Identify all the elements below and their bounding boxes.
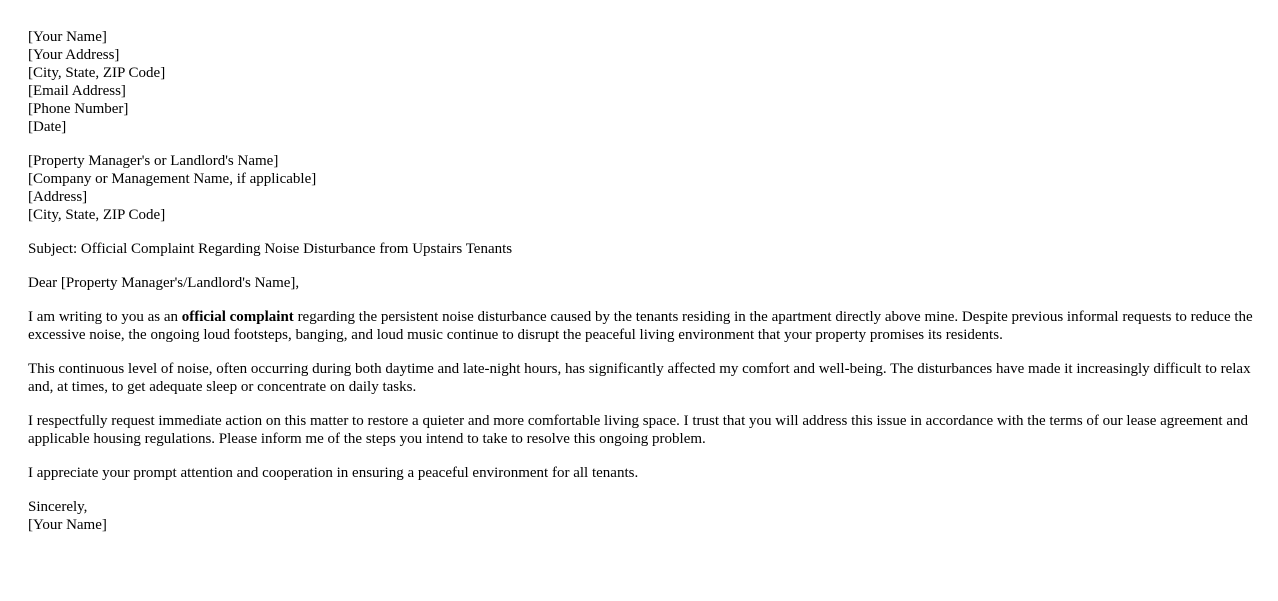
- recipient-address: [Address]: [28, 189, 88, 205]
- salutation: Dear [Property Manager's/Landlord's Name],: [28, 275, 300, 291]
- sender-address: [Your Address]: [28, 47, 120, 63]
- valediction: Sincerely,: [28, 499, 88, 515]
- body-paragraph-3: I respectfully request immediate action on this matter to restore a quieter and more comfortable living space. I trust that you will address this issue in accordance with the terms of our lease agreement and applicable housing regulations. Please inform me of the steps you intend to take to resolve this ongoing problem.: [28, 413, 1249, 447]
- letter-date: [Date]: [28, 119, 67, 135]
- sender-block: [28, 28, 1258, 136]
- paragraph-1-rest: regarding the persistent noise disturbance caused by the tenants residing in the apartment directly above mine. Despite previous informal requests to reduce the excessive noise, the ongoing loud footsteps, banging, and loud music continue to disrupt the peaceful living environment that your property promises its residents.: [28, 309, 1253, 343]
- body-paragraph-1: [28, 308, 1258, 344]
- sender-email: [Email Address]: [28, 83, 126, 99]
- recipient-name: [Property Manager's or Landlord's Name]: [28, 153, 279, 169]
- recipient-company: [Company or Management Name, if applicable]: [28, 171, 317, 187]
- body-paragraph-4: I appreciate your prompt attention and cooperation in ensuring a peaceful environment for all tenants.: [28, 465, 639, 481]
- body-paragraph-2: This continuous level of noise, often occurring during both daytime and late-night hours, has significantly affected my comfort and well-being. The disturbances have made it increasingly difficult to relax and, at times, to get adequate sleep or concentrate on daily tasks.: [28, 361, 1251, 395]
- letter-document: [28, 28, 1258, 534]
- paragraph-1-intro: I am writing to you as an: [28, 309, 182, 325]
- subject-line: Subject: Official Complaint Regarding Noise Disturbance from Upstairs Tenants: [28, 241, 513, 257]
- sender-city-state-zip: [City, State, ZIP Code]: [28, 65, 166, 81]
- recipient-city-state-zip: [City, State, ZIP Code]: [28, 207, 166, 223]
- signature: [Your Name]: [28, 517, 107, 533]
- paragraph-1-emphasis: official complaint: [181, 309, 294, 325]
- sender-name: [Your Name]: [28, 29, 107, 45]
- sender-phone: [Phone Number]: [28, 101, 129, 117]
- recipient-block: [28, 152, 1258, 224]
- closing-block: [28, 498, 1258, 534]
